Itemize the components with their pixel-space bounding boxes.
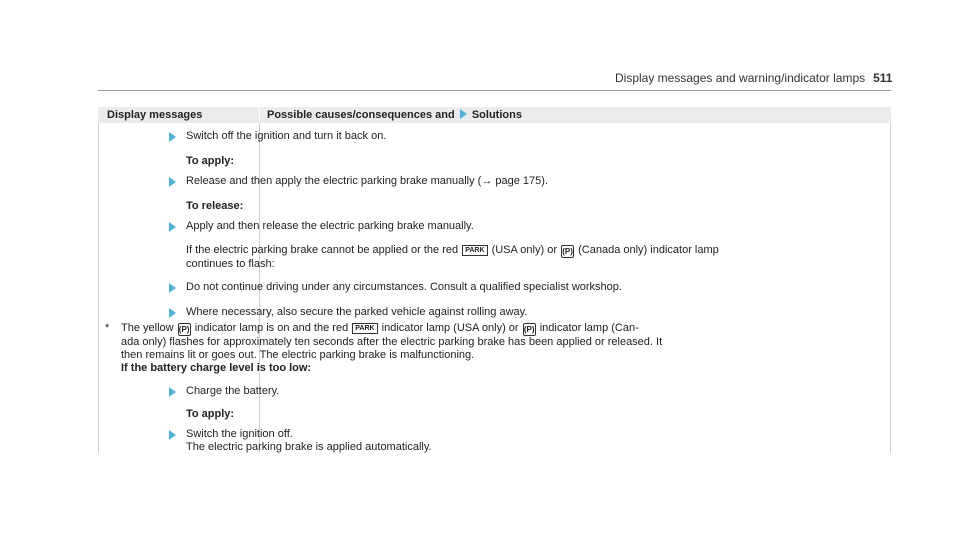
to-apply-label: To apply:	[186, 155, 235, 167]
table-border-left	[98, 123, 99, 453]
park-lamp-icon: PARK	[462, 245, 487, 256]
col-header-display-messages: Display messages	[107, 109, 203, 121]
table-border-right	[890, 123, 891, 453]
solution-step-detail: The electric parking brake is applied automatically.	[186, 441, 432, 453]
solution-step: Switch the ignition off.	[186, 428, 293, 440]
to-apply-label: To apply:	[186, 408, 235, 420]
solution-step: Switch off the ignition and turn it back on.	[186, 130, 386, 142]
table-header-row	[98, 107, 891, 123]
parking-brake-lamp-icon: (P)	[178, 325, 190, 334]
solution-step: Do not continue driving under any circumstances. Consult a qualified specialist workshop.	[186, 281, 622, 293]
parking-brake-lamp-icon: (P)	[523, 325, 535, 334]
parking-brake-lamp-icon: (P)	[562, 247, 573, 256]
section-title: Display messages and warning/indicator lamps	[615, 71, 866, 85]
page-reference: → page 175).	[481, 175, 548, 187]
arrow-icon	[169, 177, 176, 187]
battery-low-heading: If the battery charge level is too low:	[121, 362, 312, 374]
page-number: 511	[873, 71, 893, 85]
col-header-causes-solutions: Possible causes/consequences and Solutions	[267, 109, 522, 121]
arrow-icon	[169, 387, 176, 397]
solution-step: Charge the battery.	[186, 385, 279, 397]
condition-paragraph: If the electric parking brake cannot be applied or the red PARK (USA only) or (P) (Canada only) indicator lamp continues to flash:	[186, 244, 719, 270]
solution-step: Where necessary, also secure the parked vehicle against rolling away.	[186, 306, 527, 318]
arrow-icon	[169, 283, 176, 293]
arrow-icon	[169, 132, 176, 142]
park-lamp-icon: PARK	[352, 323, 377, 334]
arrow-icon	[169, 430, 176, 440]
arrow-icon	[460, 109, 467, 119]
header-rule	[98, 90, 891, 91]
footnote-text: The yellow (P) indicator lamp is on and the red PARK indicator lamp (USA only) or (P) indicator lamp (Can- ada only) flashes for approximately ten seconds after the electric parking brake has been applied or released. It then remains lit or goes out. The electric parking brake is malfunctioning. If the battery charge level is too low:	[121, 322, 663, 374]
solution-step: Apply and then release the electric parking brake manually.	[186, 220, 474, 232]
footnote-marker: *	[105, 322, 110, 334]
header-divider	[259, 107, 260, 123]
running-header	[615, 71, 892, 85]
solution-step: Release and then apply the electric parking brake manually (→ page 175).	[186, 175, 548, 187]
arrow-icon	[169, 222, 176, 232]
to-release-label: To release:	[186, 200, 244, 212]
arrow-icon	[169, 308, 176, 318]
